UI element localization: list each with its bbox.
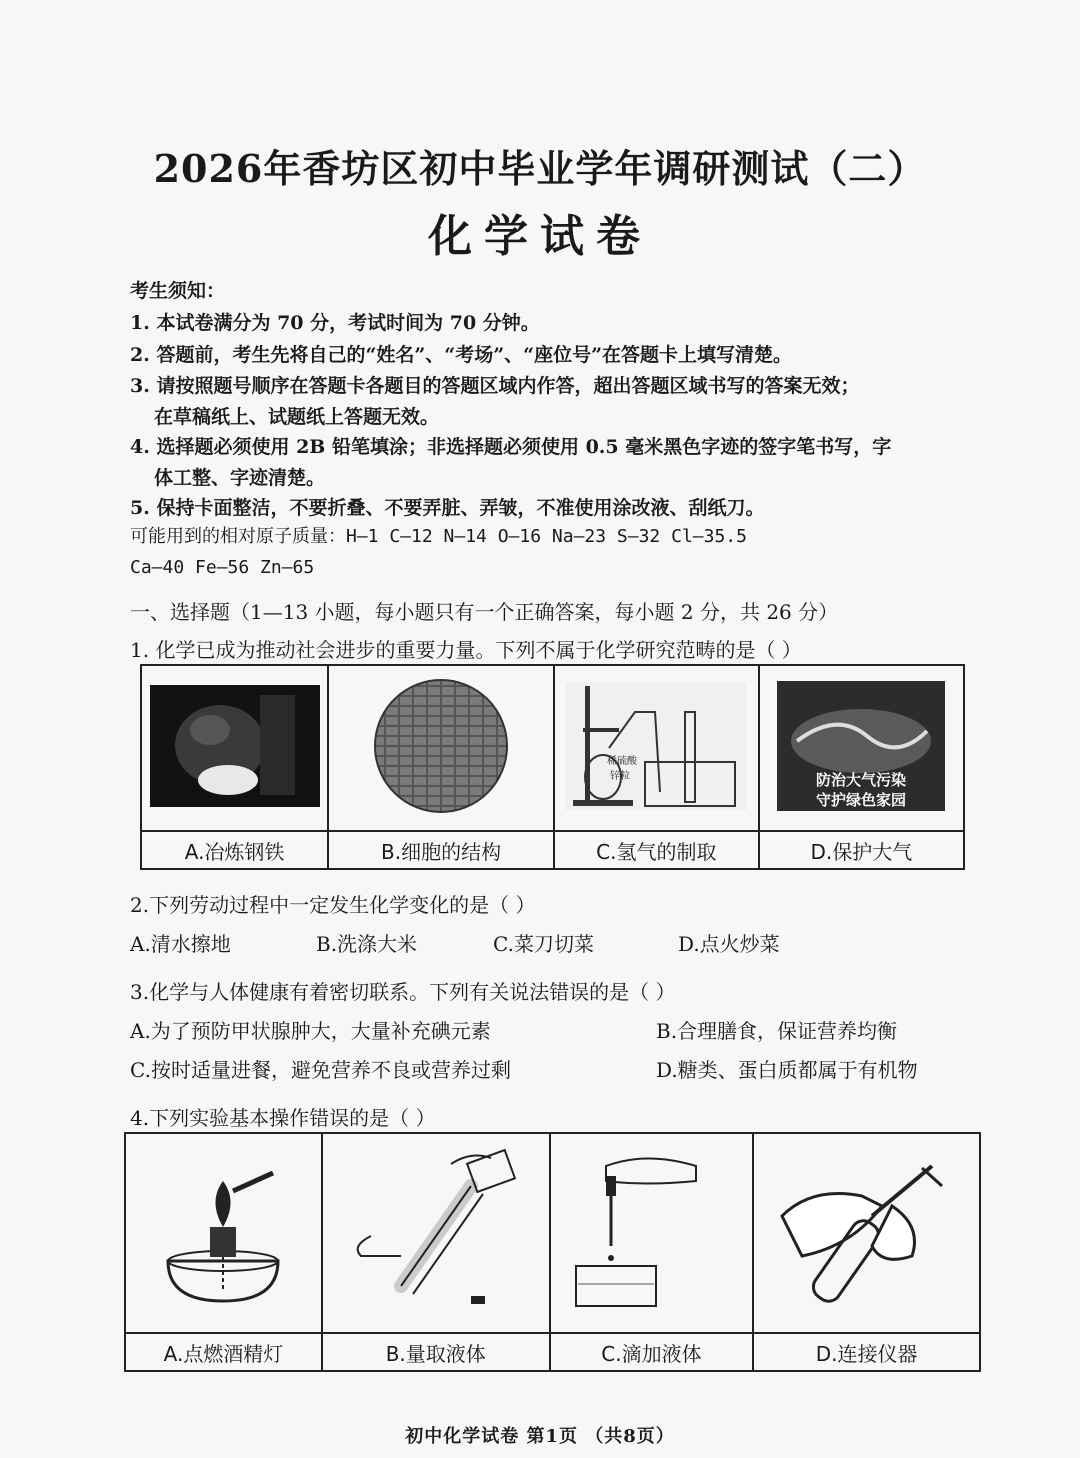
question-stem: 4.下列实验基本操作错误的是（ ） (130, 1106, 436, 1130)
q4-option-b: B.量取液体 (322, 1333, 550, 1371)
q1-image-cell (554, 665, 759, 831)
exam-subject: 化学试卷 (428, 211, 652, 262)
notice-item: 1. 本试卷满分为 70 分，考试时间为 70 分钟。 (130, 312, 540, 334)
alcohol-lamp-drawing (148, 1151, 298, 1311)
notice-item: 体工整、字迹清楚。 (154, 467, 326, 489)
q4-image-cell (322, 1133, 550, 1333)
q2-option-b: B.洗涤大米 (316, 932, 418, 956)
q1-image-cell (759, 665, 964, 831)
question-stem: 3.化学与人体健康有着密切联系。下列有关说法错误的是（ ） (130, 980, 676, 1004)
hydrogen-apparatus-image (565, 682, 747, 810)
cell-structure-image (371, 676, 511, 816)
label-acid: 稀硫酸 (607, 756, 638, 767)
q1-image-cell (328, 665, 554, 831)
q3-option-d: D.糖类、蛋白质都属于有机物 (656, 1058, 918, 1082)
label-zinc: 锌粒 (610, 771, 631, 782)
notice-item: 3. 请按照题号顺序在答题卡各题目的答题区域内作答，超出答题区域书写的答案无效； (130, 375, 860, 397)
q1-option-b: B.细胞的结构 (328, 831, 554, 869)
dropping-liquid-drawing (566, 1146, 736, 1316)
q4-image-cell (550, 1133, 754, 1333)
q3-option-b: B.合理膳食，保证营养均衡 (656, 1019, 898, 1043)
q3-option-c: C.按时适量进餐，避免营养不良或营养过剩 (130, 1058, 511, 1082)
steel-smelting-photo (150, 685, 320, 807)
notice-item: 2. 答题前，考生先将自己的“姓名”、“考场”、“座位号”在答题卡上填写清楚。 (130, 344, 793, 366)
section-heading: 一、选择题（1—13 小题，每小题只有一个正确答案，每小题 2 分，共 26 分） (130, 600, 839, 624)
measuring-liquid-drawing (341, 1146, 531, 1316)
notice-item: 在草稿纸上、试题纸上答题无效。 (154, 406, 440, 428)
q1-options-table (140, 664, 965, 870)
question-stem: 2.下列劳动过程中一定发生化学变化的是（ ） (130, 893, 536, 917)
q3-option-a: A.为了预防甲状腺肿大，大量补充碘元素 (130, 1019, 491, 1043)
q4-option-d: D.连接仪器 (753, 1333, 980, 1371)
q2-option-d: D.点火炒菜 (678, 932, 780, 956)
q4-option-a: A.点燃酒精灯 (125, 1333, 322, 1371)
q1-option-c: C.氢气的制取 (554, 831, 759, 869)
q1-option-a: A.冶炼钢铁 (141, 831, 328, 869)
poster-text-1: 防治大气污染 (816, 771, 907, 789)
q4-image-cell (753, 1133, 980, 1333)
air-protection-poster (777, 681, 945, 811)
atomic-mass-line: 可能用到的相对原子质量：H—1 C—12 N—14 O—16 Na—23 S—32 Cl—35.5 (130, 526, 747, 547)
q2-option-c: C.菜刀切菜 (493, 932, 594, 956)
notice-heading: 考生须知： (130, 280, 226, 302)
poster-text-2: 守护绿色家园 (816, 791, 907, 809)
page-footer: 初中化学试卷 第1页 （共8页） (405, 1426, 675, 1447)
connecting-apparatus-drawing (772, 1146, 962, 1316)
notice-item: 5. 保持卡面整洁，不要折叠、不要弄脏、弄皱，不准使用涂改液、刮纸刀。 (130, 497, 765, 519)
exam-title: 2026年香坊区初中毕业学年调研测试（二） (153, 146, 927, 191)
q4-option-c: C.滴加液体 (550, 1333, 754, 1371)
notice-item: 4. 选择题必须使用 2B 铅笔填涂；非选择题必须使用 0.5 毫米黑色字迹的签字笔书写，字 (130, 436, 892, 458)
q2-option-a: A.清水擦地 (130, 932, 231, 956)
q1-image-cell (141, 665, 328, 831)
atomic-mass-line: Ca—40 Fe—56 Zn—65 (130, 557, 315, 578)
question-stem: 1. 化学已成为推动社会进步的重要力量。下列不属于化学研究范畴的是（ ） (130, 638, 802, 662)
q1-option-d: D.保护大气 (759, 831, 964, 869)
q4-options-table (124, 1132, 981, 1372)
q4-image-cell (125, 1133, 322, 1333)
